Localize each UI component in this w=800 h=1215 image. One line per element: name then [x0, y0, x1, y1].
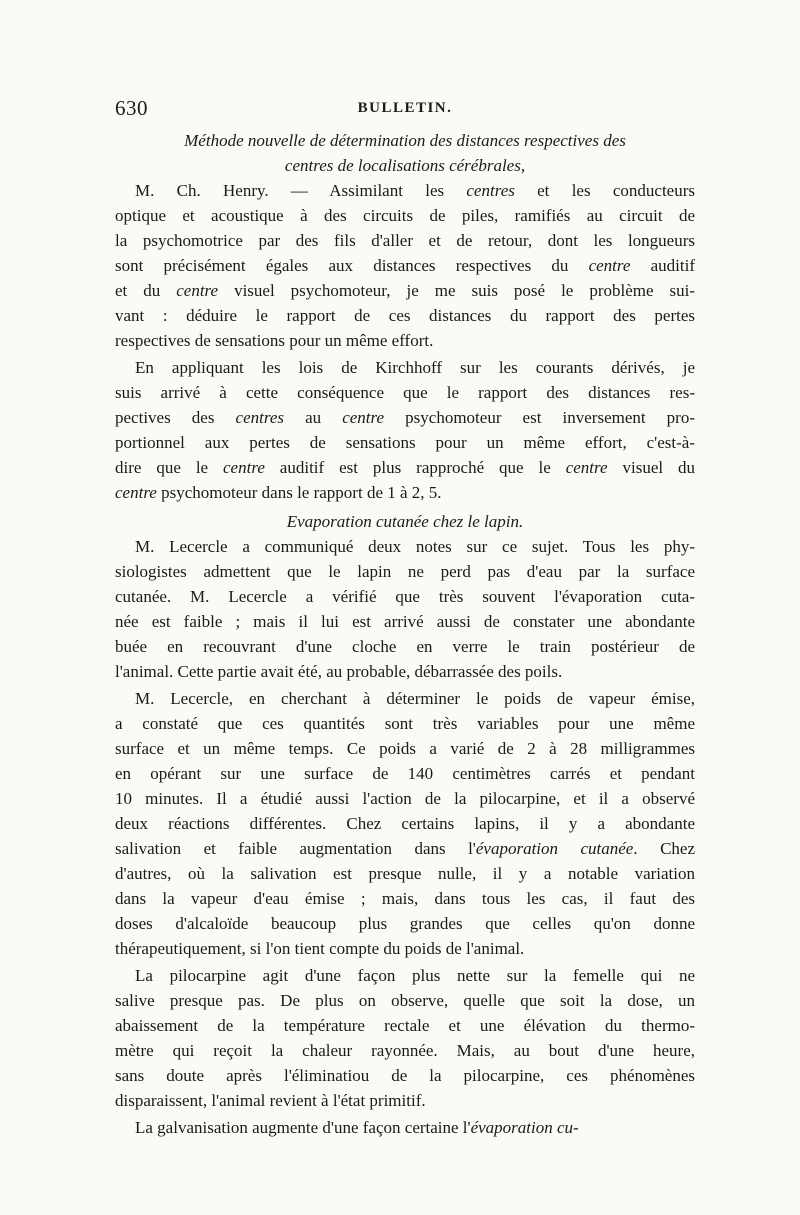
italic-term: évaporation cutanée — [475, 839, 634, 858]
italic-term: centres — [235, 408, 284, 427]
section-title-line: Méthode nouvelle de détermination des distances respectives des — [184, 131, 626, 150]
text-line — [115, 1088, 695, 1113]
text-segment: buée en recouvrant d'une cloche en verre le train postérieur de — [115, 637, 695, 656]
text-segment: En appliquant les lois de Kirchhoff sur les courants dérivés, je — [135, 358, 695, 377]
text-segment: auditif — [630, 256, 695, 275]
text-segment: psychomoteur est inversement pro- — [384, 408, 696, 427]
text-segment: en opérant sur une surface de 140 centimètres carrés et pendant — [115, 764, 695, 783]
text-segment: M. Lecercle a communiqué deux notes sur ce sujet. Tous les phy- — [135, 537, 695, 556]
text-segment: pectives des — [115, 408, 236, 427]
text-line — [115, 430, 695, 455]
text-line — [115, 911, 695, 936]
text-line — [115, 1038, 695, 1063]
text-segment: visuel psychomoteur, je me suis posé le problème sui- — [218, 281, 695, 300]
text-line — [115, 178, 695, 203]
text-segment: l'animal. Cette partie avait été, au probable, débarrassée des poils. — [115, 662, 563, 681]
italic-term: centre — [565, 458, 608, 477]
italic-term: centre — [115, 483, 157, 502]
text-segment: La galvanisation augmente d'une façon certaine l' — [135, 1118, 471, 1137]
text-segment: portionnel aux pertes de sensations pour un même effort, c'est-à- — [115, 433, 695, 452]
italic-term: centre — [588, 256, 631, 275]
text-line — [115, 659, 695, 684]
text-segment: . Chez — [633, 839, 696, 858]
italic-term: centre — [223, 458, 265, 477]
text-line — [115, 1013, 695, 1038]
text-segment: La pilocarpine agit d'une façon plus nette sur la femelle qui ne — [135, 966, 695, 985]
text-segment: optique et acoustique à des circuits de piles, ramifiés au circuit de — [115, 206, 695, 225]
text-segment: au — [284, 408, 343, 427]
text-line — [115, 761, 695, 786]
text-line — [115, 886, 695, 911]
text-segment: M. Ch. Henry. — Assimilant les — [135, 181, 467, 200]
text-segment: cutanée. M. Lecercle a vérifié que très souvent l'évaporation cuta- — [115, 587, 695, 606]
running-head: BULLETIN. — [357, 100, 453, 116]
text-line — [115, 455, 695, 480]
text-line — [115, 405, 695, 430]
text-line — [115, 988, 695, 1013]
text-line — [115, 584, 695, 609]
text-segment: a constaté que ces quantités sont très variables pour une même — [115, 714, 695, 733]
italic-term: évaporation cu- — [470, 1118, 579, 1137]
text-segment: abaissement de la température rectale et une élévation du thermo- — [115, 1016, 695, 1035]
text-segment: née est faible ; mais il lui est arrivé aussi de constater une abondante — [115, 612, 695, 631]
italic-term: centres — [466, 181, 515, 200]
text-segment: psychomoteur dans le rapport de 1 à 2, 5. — [156, 483, 442, 502]
text-line — [115, 253, 695, 278]
text-segment: visuel du — [607, 458, 696, 477]
text-line — [115, 686, 695, 711]
text-line — [115, 328, 695, 353]
text-line — [115, 786, 695, 811]
text-line — [115, 1115, 695, 1140]
text-line — [115, 380, 695, 405]
italic-term: centre — [342, 408, 385, 427]
page-header — [115, 96, 695, 124]
text-segment: salivation et faible augmentation dans l' — [115, 839, 476, 858]
text-segment: doses d'alcaloïde beaucoup plus grandes que celles qu'on donne — [115, 914, 695, 933]
text-segment: sans doute après l'éliminatiou de la pilocarpine, ces phénomènes — [115, 1066, 695, 1085]
text-line — [115, 811, 695, 836]
text-line — [115, 609, 695, 634]
text-segment: disparaissent, l'animal revient à l'état primitif. — [115, 1091, 426, 1110]
text-line — [115, 936, 695, 961]
text-segment: et du — [115, 281, 177, 300]
text-segment: et les conducteurs — [514, 181, 695, 200]
text-segment: surface et un même temps. Ce poids a varié de 2 à 28 milligrammes — [115, 739, 695, 758]
text-line — [115, 736, 695, 761]
text-segment: auditif est plus rapproché que le — [264, 458, 566, 477]
text-segment: 10 minutes. Il a étudié aussi l'action de la pilocarpine, et il a observé — [115, 789, 695, 808]
text-line — [115, 711, 695, 736]
text-segment: vant : déduire le rapport de ces distances du rapport des pertes — [115, 306, 695, 325]
text-line — [115, 480, 695, 505]
text-line — [115, 1063, 695, 1088]
text-line — [115, 303, 695, 328]
page-number: 630 — [115, 96, 148, 120]
text-line — [115, 836, 695, 861]
italic-term: centre — [176, 281, 219, 300]
text-segment: thérapeutiquement, si l'on tient compte du poids de l'animal. — [115, 939, 525, 958]
text-segment: salive presque pas. De plus on observe, quelle que soit la dose, un — [115, 991, 695, 1010]
text-segment: suis arrivé à cette conséquence que le rapport des distances res- — [115, 383, 695, 402]
text-segment: dans la vapeur d'eau émise ; mais, dans tous les cas, il faut des — [115, 889, 695, 908]
text-line — [115, 634, 695, 659]
text-segment: M. Lecercle, en cherchant à déterminer le poids de vapeur émise, — [135, 689, 695, 708]
text-line — [115, 534, 695, 559]
text-segment: siologistes admettent que le lapin ne perd pas d'eau par la surface — [115, 562, 695, 581]
text-segment: respectives de sensations pour un même effort. — [115, 331, 434, 350]
section-title-line: centres de localisations cérébrales, — [284, 156, 526, 175]
text-segment: mètre qui reçoit la chaleur rayonnée. Mais, au bout d'une heure, — [115, 1041, 695, 1060]
section-title-line: Evaporation cutanée chez le lapin. — [286, 512, 524, 531]
page-body — [115, 128, 695, 1140]
text-segment: d'autres, où la salivation est presque nulle, il y a notable variation — [115, 864, 695, 883]
text-line — [115, 963, 695, 988]
text-line — [115, 355, 695, 380]
text-line — [115, 228, 695, 253]
text-segment: sont précisément égales aux distances respectives du — [115, 256, 589, 275]
text-line — [115, 559, 695, 584]
text-segment: la psychomotrice par des fils d'aller et de retour, dont les longueurs — [115, 231, 695, 250]
text-line — [115, 278, 695, 303]
text-line — [115, 203, 695, 228]
text-line — [115, 861, 695, 886]
text-segment: dire que le — [115, 458, 224, 477]
text-segment: deux réactions différentes. Chez certains lapins, il y a abondante — [115, 814, 695, 833]
